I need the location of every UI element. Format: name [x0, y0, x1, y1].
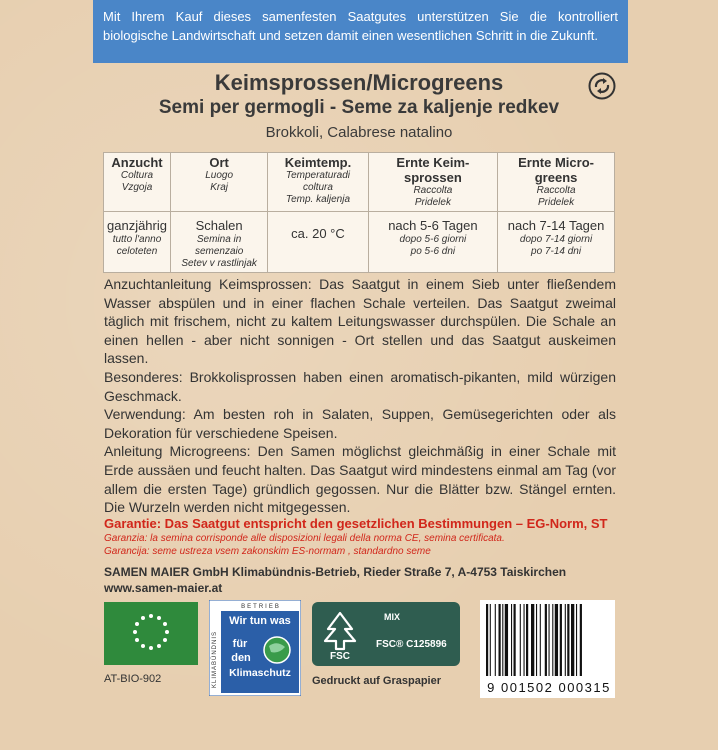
company-info [104, 564, 624, 596]
barcode-number: 9 001502 000315 [487, 680, 611, 695]
svg-text:BETRIEB: BETRIEB [241, 604, 281, 610]
fsc-license-code: FSC® C125896 [376, 639, 447, 650]
growing-info-table [103, 152, 615, 273]
banner-text: Mit Ihrem Kauf dieses samenfesten Saatgutes unterstützen Sie die kontrolliert biologische Landwirtschaft und setzen damit einen wesentlichen Schritt in die Zukunft. [103, 9, 618, 43]
svg-text:für: für [232, 638, 248, 650]
svg-text:den: den [231, 652, 251, 664]
fsc-mix-text: MIX [384, 612, 401, 622]
fsc-tree-icon [318, 610, 362, 660]
svg-text:Klimaschutz: Klimaschutz [229, 667, 291, 679]
instruction-besonderes: Besonderes: Brokkolisprossen haben einen aromatisch-pikanten, mild würzigen Geschmack. [104, 368, 616, 404]
col-keimtemp: Keimtemp. Temperaturadi coltura Temp. kaljenja [268, 153, 368, 212]
info-banner [93, 0, 628, 63]
cell-anzucht: ganzjährig tutto l'anno celoteten [104, 212, 171, 273]
table-row [104, 212, 615, 273]
cell-ernte-microgreens: nach 7-14 Tagen dopo 7-14 giorni po 7-14 dni [498, 212, 615, 273]
col-ernte-microgreens: Ernte Micro-greens Raccolta Pridelek [498, 153, 615, 212]
instruction-keimsprossen: Anzuchtanleitung Keimsprossen: Das Saatgut in einem Sieb unter fließendem Wasser abspülen und in einer flachen Schale verteilen. Das Saatgut zweimal täglich mit frischem, nicht zu kaltem Leitungswasser durchspülen. Die Schale an einen hellen - aber nicht sonnigen - Ort stellen und das Saatgut auskeimen lassen. [104, 276, 616, 367]
eu-bio-code: AT-BIO-902 [104, 673, 162, 685]
cell-ernte-keimsprossen: nach 5-6 Tagen dopo 5-6 giorni po 5-6 dni [368, 212, 497, 273]
guarantee-block [104, 515, 619, 558]
instructions-text [104, 275, 616, 517]
product-subtitle: Semi per germogli - Seme za kaljenje redkev [158, 97, 560, 118]
svg-text:Wir tun was: Wir tun was [229, 615, 291, 627]
svg-text:KLIMABÜNDNIS: KLIMABÜNDNIS [212, 630, 218, 688]
guarantee-it: Garanzia: la semina corrisponde alle disposizioni legali della norma CE, semina certificata. [104, 533, 505, 544]
variety-name: Brokkoli, Calabrese natalino [265, 124, 453, 141]
col-anzucht: Anzucht Coltura Vzgoja [104, 153, 171, 212]
cell-ort: Schalen Semina in semenzaio Setev v rastlinjak [171, 212, 268, 273]
svg-text:FSC: FSC [330, 651, 350, 660]
col-ernte-keimsprossen: Ernte Keim-sprossen Raccolta Pridelek [368, 153, 497, 212]
company-website: www.samen-maier.at [104, 581, 223, 595]
recycle-icon [588, 72, 616, 100]
guarantee-de: Garantie: Das Saatgut entspricht den gesetzlichen Bestimmungen – EG-Norm, ST [104, 516, 608, 531]
company-address: SAMEN MAIER GmbH Klimabündnis-Betrieb, Rieder Straße 7, A-4753 Taiskirchen [104, 565, 567, 579]
eu-organic-leaf-icon [104, 602, 198, 665]
instruction-verwendung: Verwendung: Am besten roh in Salaten, Suppen, Gemüsegerichten oder als Dekoration für verschiedene Speisen. [104, 406, 616, 441]
table-header-row [104, 153, 615, 212]
print-note: Gedruckt auf Graspapier [312, 675, 441, 687]
product-title: Keimsprossen/Microgreens [214, 70, 504, 95]
col-ort: Ort Luogo Kraj [171, 153, 268, 212]
instruction-microgreens: Anleitung Microgreens: Den Samen möglichst gleichmäßig in einer Schale mit Erde aussäen und feucht halten. Das Saatgut wird mindestens einmal am Tag (vor allem die ersten Tage) gründlich gegossen. Nur die Blätter bzw. Stängel ernten. Die Wurzeln werden nicht mitgegessen. [104, 443, 616, 516]
klimabuendnis-logo [209, 600, 301, 696]
cell-keimtemp: ca. 20 °C [268, 212, 368, 273]
fsc-label [312, 602, 460, 666]
guarantee-sl: Garancija: seme ustreza vsem zakonskim ES-normam , standardno seme [104, 546, 431, 557]
